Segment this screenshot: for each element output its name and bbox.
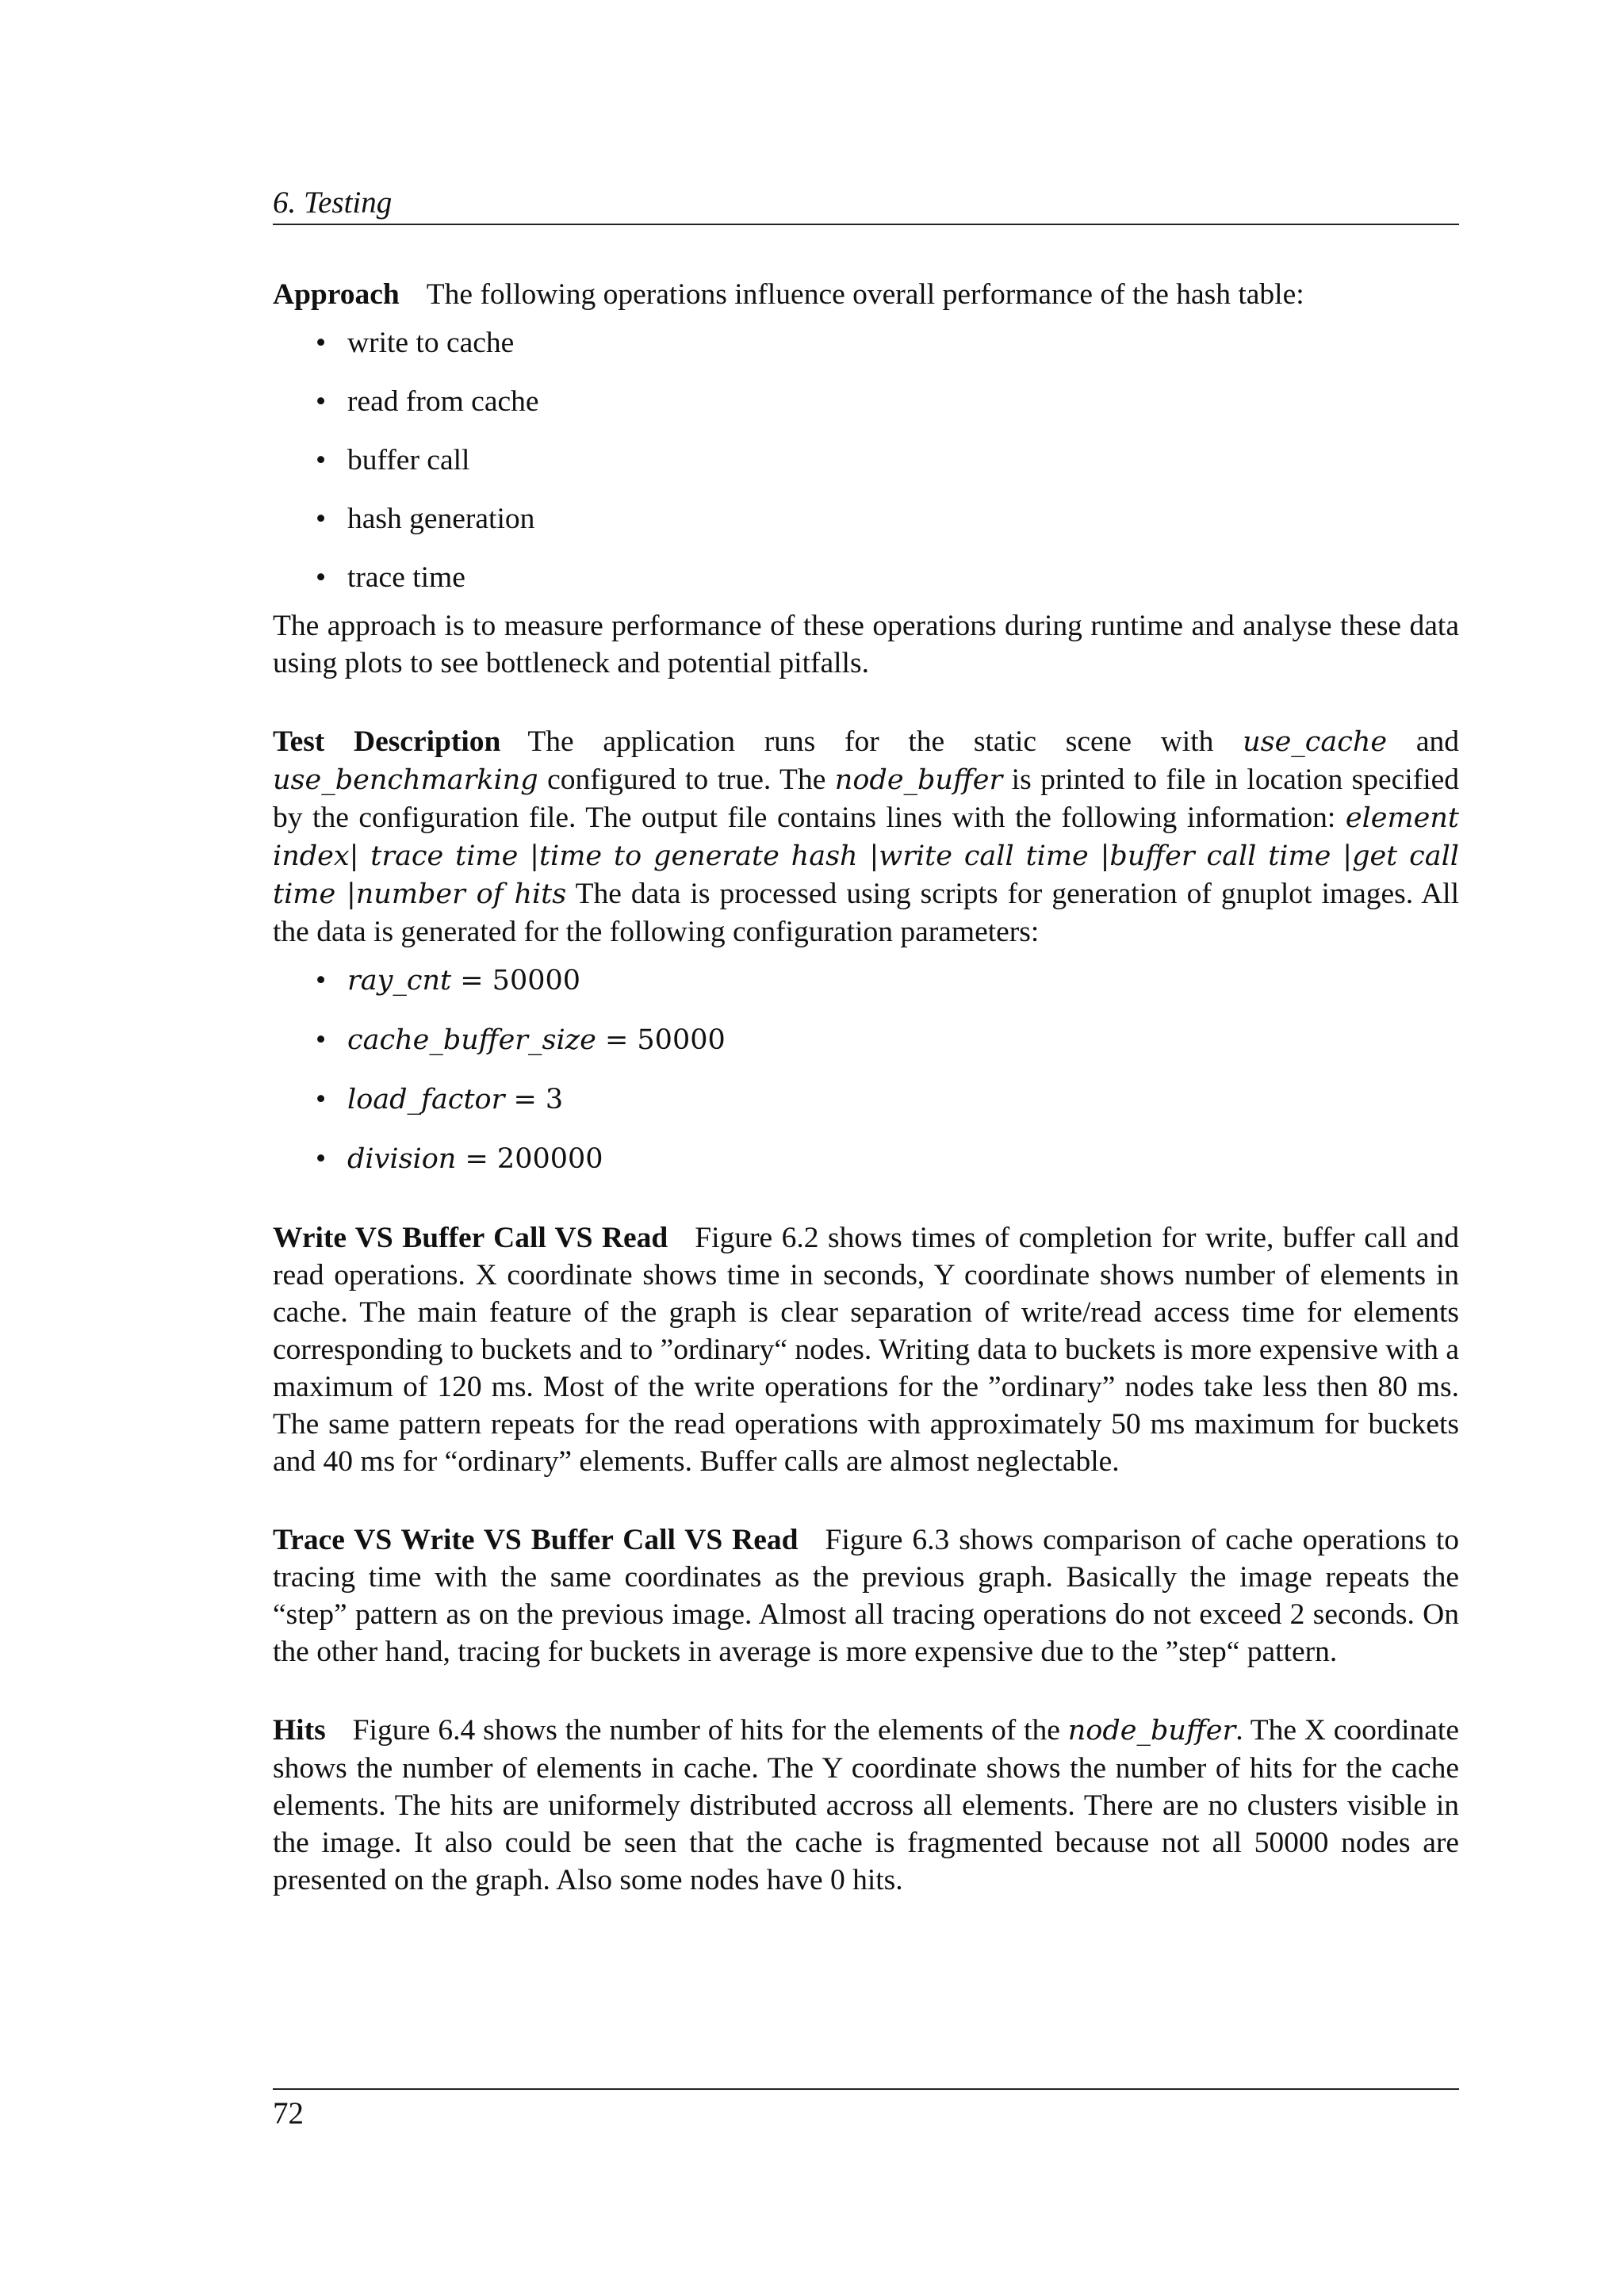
hits-heading: Hits (273, 1714, 326, 1747)
section-write-vs-read (273, 1219, 1459, 1480)
bullet-icon: • (316, 561, 327, 594)
list-item: • division = 200000 (316, 1140, 1459, 1178)
section-approach (273, 276, 1459, 682)
trace-vs-heading: Trace VS Write VS Buffer Call VS Read (273, 1524, 799, 1556)
bullet-icon: • (316, 1083, 327, 1115)
math-output-format: element index| trace time |time to generate hash |write call time |buffer call time |get call time |number of hits (273, 802, 1459, 910)
bullet-icon: • (316, 444, 327, 476)
page-number: 72 (273, 2096, 304, 2130)
hits-paragraph: Hits Figure 6.4 shows the number of hits for the elements of the node_buffer. The X coordinate shows the number of elements in cache. The Y coordinate shows the number of hits for the cache elements. The hits are uniformely distributed accross all elements. There are no clusters visible in the image. It also could be seen that the cache is fragmented because not all 50000 nodes are presented on the graph. Also some nodes have 0 hits. (273, 1714, 1459, 1896)
math-node-buffer: node_buffer (834, 764, 1003, 796)
approach-intro-paragraph (273, 276, 1459, 313)
math-node-buffer: node_buffer (1067, 1715, 1236, 1747)
list-item: • load_factor = 3 (316, 1081, 1459, 1119)
section-trace-vs (273, 1521, 1459, 1670)
list-item: • cache_buffer_size = 50000 (316, 1021, 1459, 1059)
operations-list (273, 324, 1459, 596)
list-item: • read from cache (316, 383, 1459, 420)
page-content (273, 276, 1459, 1899)
bullet-icon: • (316, 327, 327, 359)
parameters-list (273, 962, 1459, 1178)
document-page (273, 0, 1459, 2296)
bullet-icon: • (316, 1024, 327, 1056)
section-test-description (273, 723, 1459, 1178)
test-description-heading: Test Description (273, 725, 501, 758)
header-rule (273, 224, 1459, 225)
list-item: • trace time (316, 559, 1459, 596)
running-header: 6. Testing (273, 186, 393, 220)
test-description-paragraph: Test Description The application runs for the static scene with use_cache and use_benchmarking configured to true. The node_buffer is printed to file in location specified by the configuration file. The output file contains lines with the following information: element index| trace time |time to generate hash |write call time |buffer call time |get call time |number of hits The data is processed using scripts for generation of gnuplot images. All the data is generated for the following configuration parameters: (273, 725, 1460, 948)
footer-rule (273, 2088, 1459, 2090)
math-use-cache: use_cache (1243, 726, 1388, 758)
bullet-icon: • (316, 1142, 327, 1175)
write-vs-read-paragraph: Write VS Buffer Call VS Read Figure 6.2 shows times of completion for write, buffer call and read operations. X coordinate shows time in seconds, Y coordinate shows number of elements in cache. The main feature of the graph is clear separation of write/read access time for elements corresponding to buckets and to ”ordinary“ nodes. Writing data to buckets is more expensive with a maximum of 120 ms. Most of the write operations for the ”ordinary” nodes take less then 80 ms. The same pattern repeats for the read operations with approximately 50 ms maximum for buckets and 40 ms for “ordinary” elements. Buffer calls are almost neglectable. (273, 1222, 1459, 1478)
math-use-benchmarking: use_benchmarking (273, 764, 538, 796)
write-vs-read-heading: Write VS Buffer Call VS Read (273, 1222, 668, 1254)
bullet-icon: • (316, 385, 327, 418)
approach-intro: The following operations influence overall performance of the hash table: (426, 278, 1304, 311)
bullet-icon: • (316, 964, 327, 997)
bullet-icon: • (316, 503, 327, 535)
list-item: • hash generation (316, 500, 1459, 538)
trace-vs-paragraph: Trace VS Write VS Buffer Call VS Read Figure 6.3 shows comparison of cache operations to tracing time with the same coordinates as the previous graph. Basically the image repeats the “step” pattern as on the previous image. Almost all tracing operations do not exceed 2 seconds. On the other hand, tracing for buckets in average is more expensive due to the ”step“ pattern. (273, 1524, 1459, 1668)
section-hits (273, 1712, 1459, 1899)
list-item: • buffer call (316, 442, 1459, 479)
approach-heading: Approach (273, 278, 400, 311)
list-item: • ray_cnt = 50000 (316, 962, 1459, 1000)
list-item: • write to cache (316, 324, 1459, 362)
approach-closing-paragraph: The approach is to measure performance of these operations during runtime and analyse these data using plots to see bottleneck and potential pitfalls. (273, 610, 1459, 679)
